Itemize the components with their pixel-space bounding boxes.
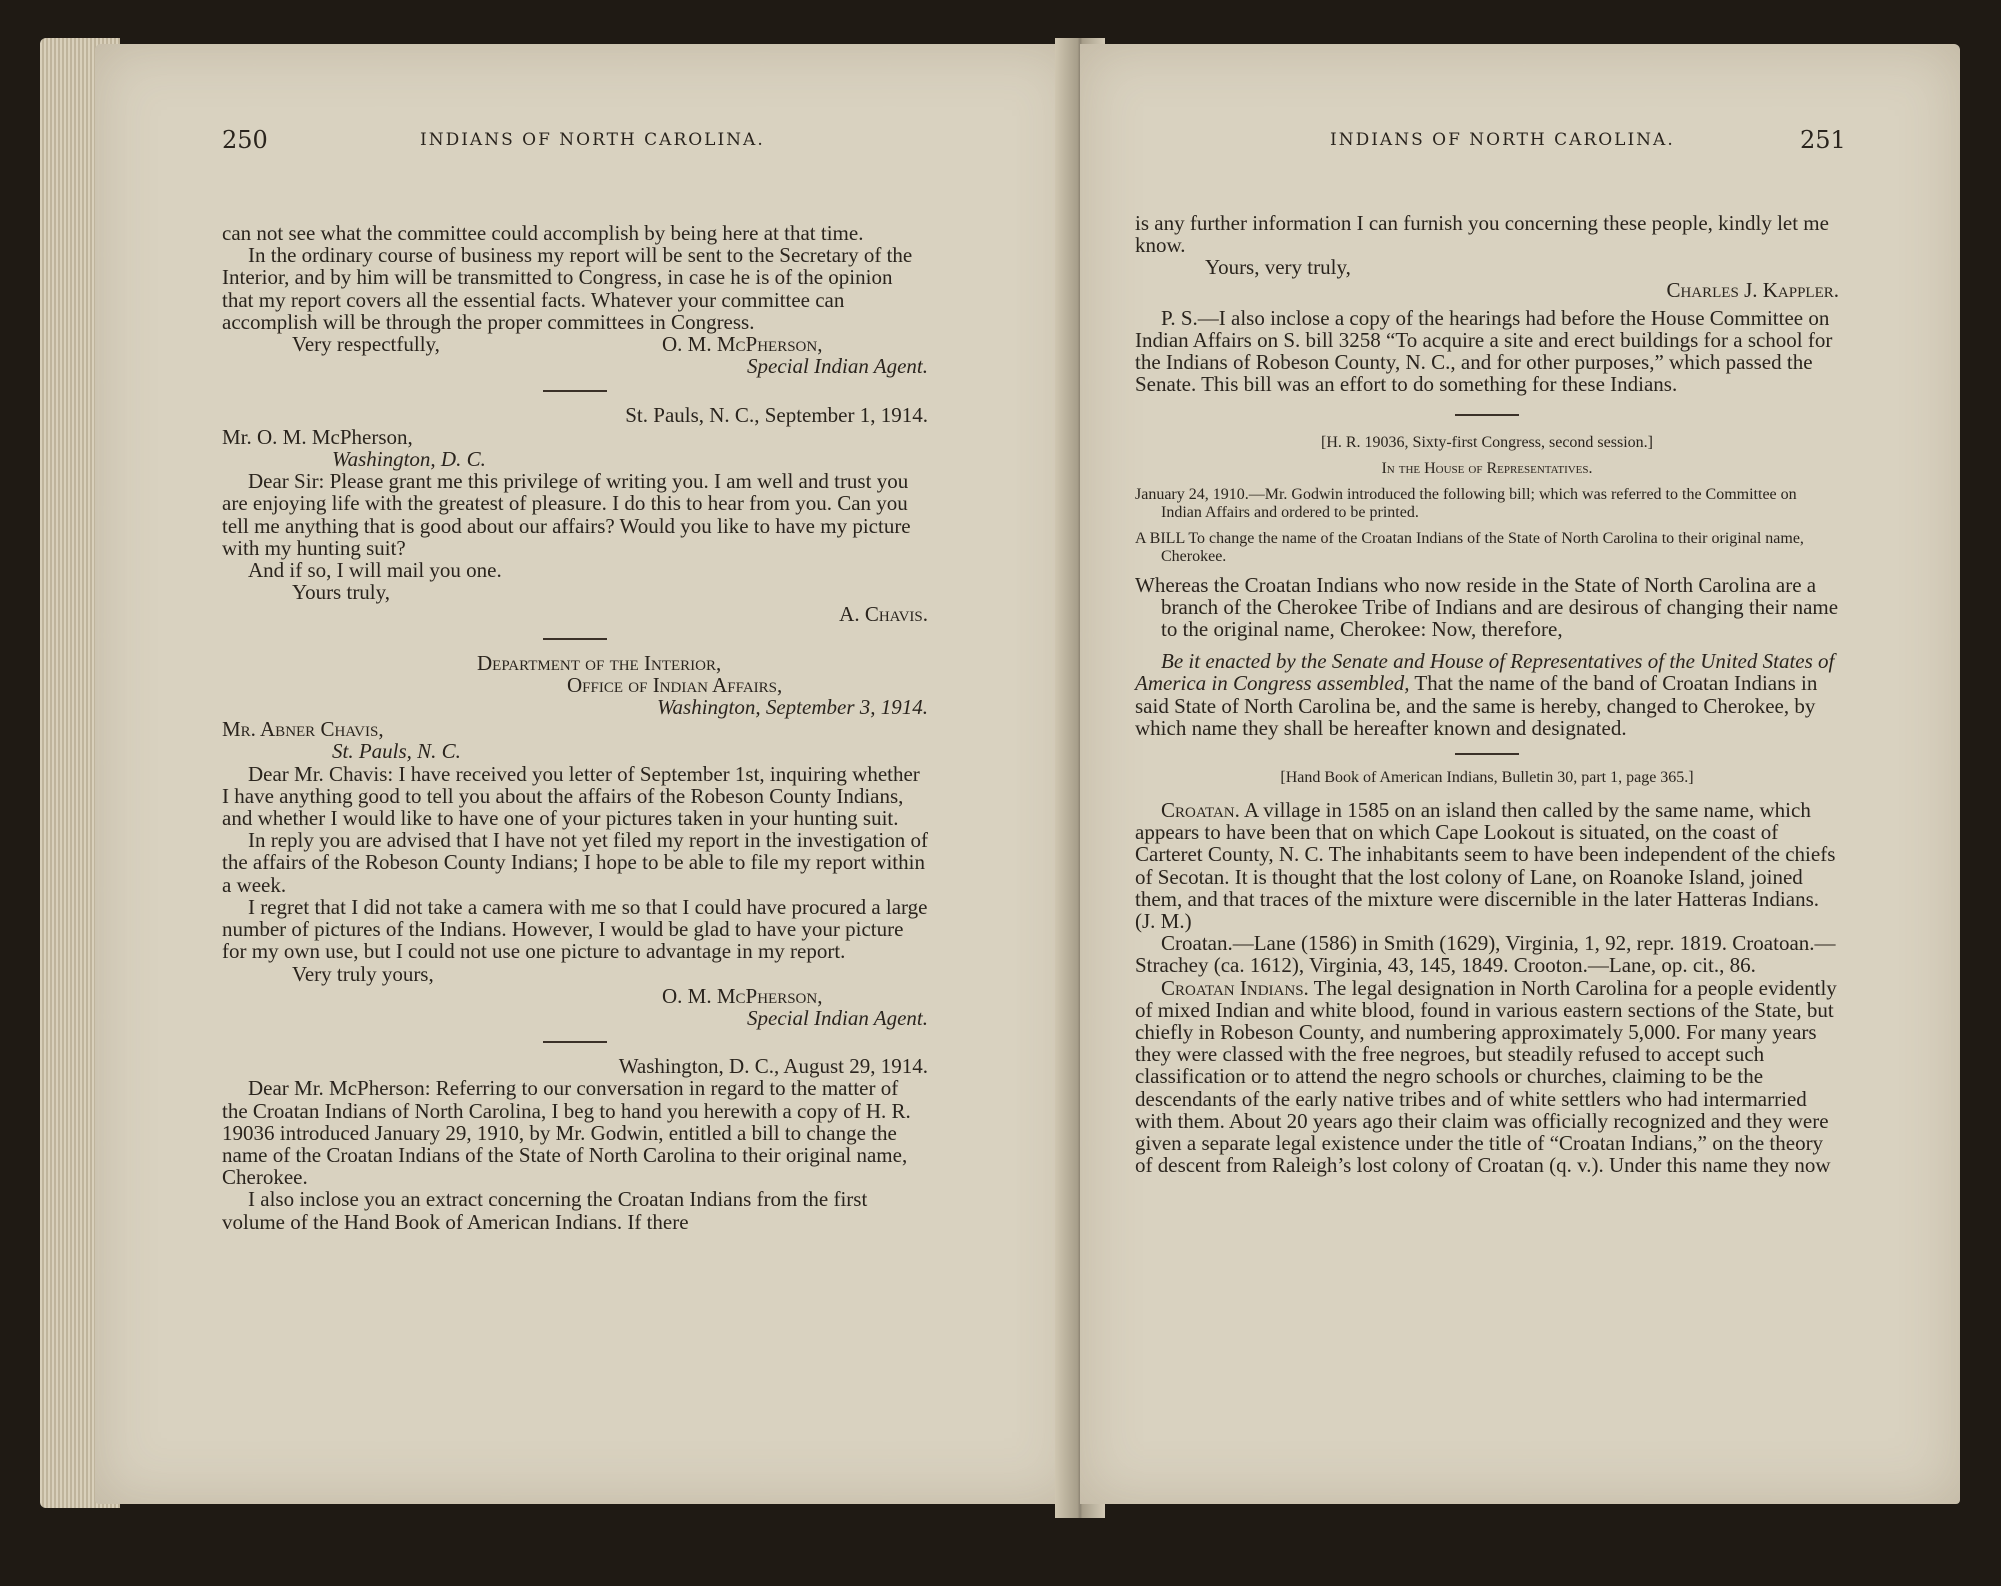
entry-text: A village in 1585 on an island then called by the same name, which appears to have been that on which Cape Lookout is situated, on the coast of Carteret County, N. C. The inhabitants seem to have been independent of the chiefs of Secotan. It is thought that the lost colony of Lane, on Roanoke Island, joined them, and that traces of the mixture were discernible in the later Hatteras Indians. (J. M.) [1135,798,1836,934]
divider [1455,753,1519,755]
letterhead-line: Office of Indian Affairs, [567,672,783,697]
synonymy: Croatan.—Lane (1586) in Smith (1629), Virginia, 1, 92, repr. 1819. Croatoan.—Strachey (ca. 1612), Virginia, 43, 145, 1849. Crooton.—Lane, op. cit., 86. [1135,931,1836,978]
dateline: Washington, D. C., August 29, 1914. [618,1054,928,1079]
divider [1455,414,1519,416]
postscript: P. S.—I also inclose a copy of the hearings had before the House Committee on Indian Affairs on S. bill 3258 “To acquire a site and erect buildings for a school for the Indians of Robeson County, N. C., and for other purposes,” which passed the Senate. This bill was an effort to do something for these Indians. [1135,305,1833,397]
signature-title: Special Indian Agent. [747,354,928,379]
signature: O. M. McPherson, [662,983,823,1008]
addressee: Mr. Abner Chavis, [222,717,384,742]
letterhead-line: Department of the Interior, [477,650,722,675]
whereas-clause: Whereas the Croatan Indians who now reside in the State of North Carolina are a branch of the Cherokee Tribe of Indians and are desirous of changing their name to the original name, Cherokee: Now, therefore, [1135,572,1839,642]
signature-title: Special Indian Agent. [747,1005,928,1030]
entry-term: Croatan Indians. [1161,975,1309,1000]
right-page-number: 251 [1800,126,1846,154]
dateline: St. Pauls, N. C., September 1, 1914. [625,402,928,427]
closing: Yours truly, [292,580,391,605]
dateline: Washington, September 3, 1914. [656,695,928,720]
signature: O. M. McPherson, [662,332,823,357]
divider [543,638,607,640]
enacting-formula: Be it enacted by the Senate and House of Representatives of the United States of America in Congress assembled, [1135,649,1835,696]
addressee: Mr. O. M. McPherson, [222,424,413,449]
letter-continuation: is any further information I can furnish you concerning these people, kindly let me know. [1135,211,1829,258]
paragraph: Dear Sir: Please grant me this privilege of writing you. I am well and trust you are enjoying life with the greatest of pleasure. I do this to hear from you. Can you tell me anything that is good about our affairs? Would you like to have my picture with my hunting suit? [222,469,911,560]
paragraph: Dear Mr. Chavis: I have received you letter of September 1st, inquiring whether I have anything good to tell you about the affairs of the Robeson County Indians, and whether I would like to have one of your pictures taken in your hunting suit. [222,761,920,831]
address: St. Pauls, N. C. [332,739,461,764]
closing: Very truly yours, [292,961,434,986]
entry-term: Croatan. [1161,798,1240,823]
signature: Charles J. Kappler. [1666,277,1839,302]
handbook-citation: [Hand Book of American Indians, Bulletin 30, part 1, page 365.] [1280,769,1694,787]
paragraph: I also inclose you an extract concerning the Croatan Indians from the first volume of the Hand Book of American Indians. If there [222,1187,868,1234]
divider [543,390,607,392]
bill-citation: [H. R. 19036, Sixty-first Congress, second session.] [1321,433,1653,451]
address: Washington, D. C. [332,447,486,472]
left-page-number: 250 [222,126,268,154]
left-running-header: INDIANS OF NORTH CAROLINA. [420,130,765,150]
croatan-indians-entry [1135,977,1839,1177]
bill-introduction: January 24, 1910.—Mr. Godwin introduced the following bill; which was referred to the Committee on Indian Affairs and ordered to be printed. [1135,485,1797,521]
enacting-text: That the name of the band of Croatan Indians in said State of North Carolina be, and the same is hereby, changed to Cherokee, by which name they shall be hereafter known and designated. [1135,671,1818,740]
letter-continuation: can not see what the committee could accomplish by being here at that time. [222,221,864,245]
right-column [1135,212,1839,1177]
closing: Very respectfully, [292,332,440,357]
enacting-clause [1135,650,1839,739]
paragraph: And if so, I will mail you one. [248,558,502,583]
entry-text: The legal designation in North Carolina for a people evidently of mixed Indian and white blood, found in various eastern sections of the State, but chiefly in Robeson County, and numbering approximately 5,000. For many years they were classed with the free negroes, but steadily refused to accept such classification or to attend the negro schools or churches, claiming to be the descendants of the early native tribes and of white settlers who had intermarried with them. About 20 years ago their claim was officially recognized and they were given a separate legal existence under the title of “Croatan Indians,” on the theory of descent from Raleigh’s lost colony of Croatan (q. v.). Under this name they now [1135,975,1837,1178]
closing: Yours, very truly, [1205,255,1351,280]
bill-title: A BILL To change the name of the Croatan Indians of the State of North Carolina to their original name, Cherokee. [1135,529,1804,565]
right-running-header: INDIANS OF NORTH CAROLINA. [1330,130,1675,150]
left-column [222,222,928,1233]
house-heading: In the House of Representatives. [1381,459,1593,477]
paragraph: Dear Mr. McPherson: Referring to our conversation in regard to the matter of the Croatan Indians of North Carolina, I beg to hand you herewith a copy of H. R. 19036 introduced January 29, 1910, by Mr. Godwin, entitled a bill to change the name of the Croatan Indians of the State of North Carolina to their original name, Cherokee. [222,1076,911,1190]
paragraph: I regret that I did not take a camera with me so that I could have procured a large number of pictures of the Indians. However, I would be glad to have your picture for my own use, but I could not use one picture to advantage in my report. [222,894,928,964]
divider [543,1041,607,1043]
croatan-entry [1135,799,1839,932]
paragraph: In the ordinary course of business my report will be sent to the Secretary of the Interior, and by him will be transmitted to Congress, in case he is of the opinion that my report covers all the essential facts. Whatever your committee can accomplish will be through the proper committees in Congress. [222,243,913,334]
signature: A. Chavis. [839,602,928,627]
paragraph: In reply you are advised that I have not yet filed my report in the investigation of the affairs of the Robeson County Indians; I hope to be able to file my report within a week. [222,828,928,897]
